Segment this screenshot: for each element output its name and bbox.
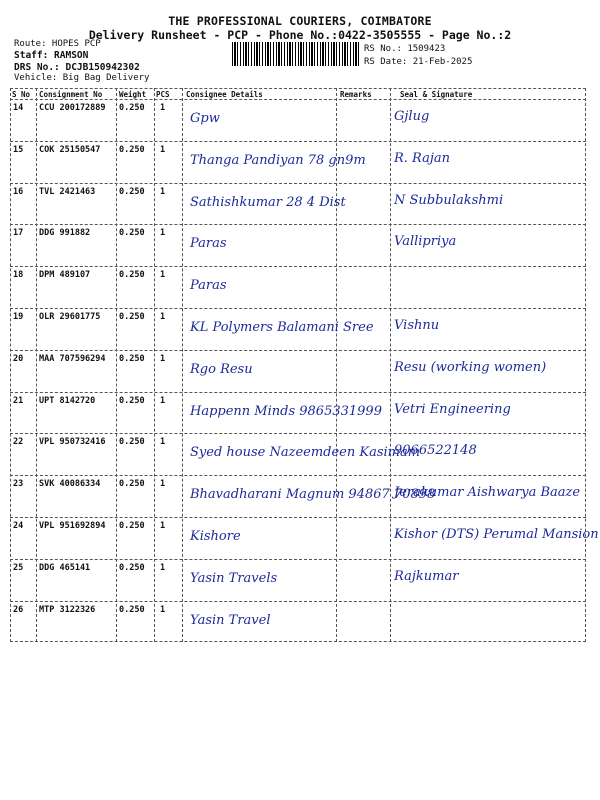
cell-pcs: 1 <box>160 562 166 573</box>
row-divider <box>10 183 586 184</box>
col-remarks: Remarks <box>340 90 372 99</box>
cell-sno: 23 <box>13 479 24 490</box>
cell-weight: 0.250 <box>119 186 145 197</box>
handwritten-consignee: Yasin Travel <box>190 612 271 628</box>
cell-consignment: MAA 707596294 <box>39 353 106 364</box>
barcode <box>232 42 360 66</box>
handwritten-signature: Vallipriya <box>394 234 457 250</box>
cell-weight: 0.250 <box>119 228 145 239</box>
handwritten-signature: Rajkumar <box>394 568 459 584</box>
handwritten-signature: R. Rajan <box>394 150 451 166</box>
cell-consignment: DDG 465141 <box>39 562 91 573</box>
cell-sno: 24 <box>13 521 24 531</box>
cell-pcs: 1 <box>160 186 166 197</box>
cell-consignment: VPL 951692894 <box>39 521 106 531</box>
row-divider <box>10 601 586 602</box>
rs-number: RS No.: 1509423 <box>364 44 446 54</box>
cell-consignment: COK 25150547 <box>39 144 101 155</box>
cell-sno: 25 <box>13 562 24 573</box>
cell-weight: 0.250 <box>119 270 145 281</box>
row-divider <box>10 433 586 434</box>
cell-weight: 0.250 <box>119 144 145 155</box>
cell-sno: 18 <box>13 270 24 281</box>
col-weight: Weight <box>119 90 147 99</box>
row-divider <box>10 475 586 476</box>
staff-label: Staff: RAMSON <box>14 50 89 61</box>
cell-sno: 19 <box>13 312 24 322</box>
cell-pcs: 1 <box>160 604 166 615</box>
handwritten-signature: Resu (working women) <box>394 359 547 375</box>
cell-consignment: DDG 991882 <box>39 228 91 239</box>
cell-consignment: OLR 29601775 <box>39 312 101 322</box>
cell-consignment: SVK 40086334 <box>39 479 101 490</box>
cell-pcs: 1 <box>160 521 166 531</box>
col-consignment: Consignment No <box>39 90 103 99</box>
handwritten-consignee: Sathishkumar 28 4 Dist <box>190 194 346 210</box>
cell-consignment: DPM 489107 <box>39 270 91 281</box>
cell-pcs: 1 <box>160 228 166 239</box>
handwritten-signature: Vishnu <box>394 318 440 333</box>
delivery-table <box>10 88 599 642</box>
row-divider <box>10 559 586 560</box>
handwritten-consignee: Paras <box>190 278 227 294</box>
cell-pcs: 1 <box>160 270 166 281</box>
handwritten-consignee: Kishore <box>190 529 241 544</box>
cell-sno: 14 <box>13 103 24 113</box>
row-divider <box>10 266 586 267</box>
col-sno: S No <box>12 90 31 99</box>
cell-weight: 0.250 <box>119 395 145 406</box>
cell-weight: 0.250 <box>119 562 145 573</box>
cell-consignment: MTP 3122326 <box>39 604 96 615</box>
cell-weight: 0.250 <box>119 604 145 615</box>
handwritten-consignee: Gpw <box>190 111 220 126</box>
cell-weight: 0.250 <box>119 103 145 113</box>
cell-pcs: 1 <box>160 437 166 448</box>
cell-sno: 21 <box>13 395 24 406</box>
table-bottom <box>10 641 586 642</box>
row-divider <box>10 350 586 351</box>
col-consignee: Consignee Details <box>186 90 263 99</box>
handwritten-signature: Vetri Engineering <box>394 401 511 417</box>
cell-sno: 17 <box>13 228 24 239</box>
rs-date: RS Date: 21-Feb-2025 <box>364 57 473 67</box>
handwritten-consignee: Happenn Minds 9865331999 <box>190 403 382 419</box>
cell-pcs: 1 <box>160 103 166 113</box>
handwritten-consignee: Bhavadharani Magnum 94867 70898 <box>190 487 436 503</box>
handwritten-consignee: Rgo Resu <box>190 361 253 377</box>
vehicle-label: Vehicle: Big Bag Delivery <box>14 73 150 83</box>
handwritten-signature: N Subbulakshmi <box>394 192 504 208</box>
row-divider <box>10 392 586 393</box>
cell-weight: 0.250 <box>119 521 145 531</box>
company-title: THE PROFESSIONAL COURIERS, COIMBATORE <box>168 14 432 28</box>
handwritten-consignee: Thanga Pandiyan 78 gn9m <box>190 152 366 168</box>
cell-sno: 16 <box>13 186 24 197</box>
handwritten-signature: Jerakumar Aishwarya Baaze <box>394 485 581 501</box>
handwritten-signature: 9066522148 <box>394 443 477 459</box>
cell-consignment: CCU 200172889 <box>39 103 106 113</box>
handwritten-consignee: Paras <box>190 236 227 252</box>
cell-pcs: 1 <box>160 353 166 364</box>
row-divider <box>10 224 586 225</box>
cell-consignment: TVL 2421463 <box>39 186 96 197</box>
cell-sno: 15 <box>13 144 24 155</box>
handwritten-consignee: Syed house Nazeemdeen Kasimam <box>190 445 421 461</box>
cell-weight: 0.250 <box>119 353 145 364</box>
cell-weight: 0.250 <box>119 312 145 322</box>
handwritten-consignee: KL Polymers Balamani Sree <box>190 320 374 335</box>
cell-pcs: 1 <box>160 144 166 155</box>
row-divider <box>10 308 586 309</box>
cell-weight: 0.250 <box>119 479 145 490</box>
cell-consignment: VPL 950732416 <box>39 437 106 448</box>
handwritten-signature: Kishor (DTS) Perumal Mansion <box>394 527 599 542</box>
cell-consignment: UPT 8142720 <box>39 395 96 406</box>
cell-pcs: 1 <box>160 395 166 406</box>
route-label: Route: HOPES PCP <box>14 39 101 49</box>
col-seal: Seal & Signature <box>400 90 473 99</box>
cell-weight: 0.250 <box>119 437 145 448</box>
row-divider <box>10 141 586 142</box>
cell-sno: 26 <box>13 604 24 615</box>
row-divider <box>10 517 586 518</box>
handwritten-signature: Gjlug <box>394 109 430 124</box>
col-pcs: PCS <box>156 90 170 99</box>
cell-pcs: 1 <box>160 312 166 322</box>
cell-sno: 22 <box>13 437 24 448</box>
cell-sno: 20 <box>13 353 24 364</box>
cell-pcs: 1 <box>160 479 166 490</box>
runsheet-title: Delivery Runsheet - PCP - Phone No.:0422-3505555 - Page No.:2 <box>88 28 512 42</box>
drs-number: DRS No.: DCJB150942302 <box>14 62 140 73</box>
handwritten-consignee: Yasin Travels <box>190 570 278 586</box>
